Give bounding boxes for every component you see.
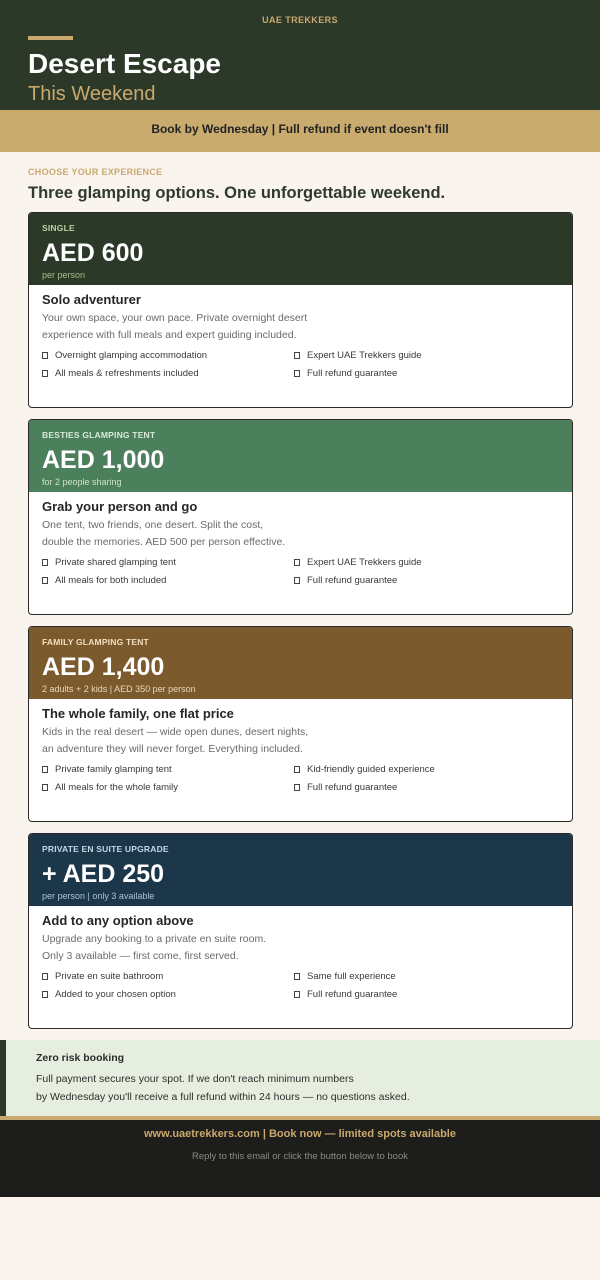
checkbox-icon [294,352,300,359]
option-card-single[interactable] [28,212,573,408]
feature-item [42,971,163,983]
option-card-header [29,213,572,285]
feature-label: All meals for both included [55,575,167,586]
feature-item [42,350,207,362]
checkbox-icon [42,973,48,980]
feature-item [294,368,397,380]
option-price-note: 2 adults + 2 kids | AED 350 per person [42,684,196,694]
feature-label: Full refund guarantee [307,368,398,379]
option-label: PRIVATE EN SUITE UPGRADE [42,844,169,854]
footer [0,1120,600,1197]
feature-item [42,368,199,380]
option-card-en-suite-upgrade[interactable] [28,833,573,1029]
feature-item [294,764,435,776]
option-card-header [29,627,572,699]
feature-label: All meals for the whole family [55,782,179,793]
feature-label: Added to your chosen option [55,989,176,1000]
feature-item [294,782,397,794]
checkbox-icon [42,370,48,377]
option-price-note: per person [42,270,86,280]
option-label: FAMILY GLAMPING TENT [42,637,149,647]
feature-label: Private en suite bathroom [55,971,164,982]
brand-name: UAE TREKKERS [262,15,338,25]
option-price: AED 1,400 [42,653,165,681]
option-description: Upgrade any booking to a private en suite room. [42,933,267,945]
option-description: experience with full meals and expert guiding included. [42,329,297,341]
deadline-banner: Book by Wednesday | Full refund if event doesn't fill [0,110,600,152]
option-description: One tent, two friends, one desert. Split the cost, [42,519,264,531]
checkbox-icon [42,991,48,998]
feature-label: Private family glamping tent [55,764,172,775]
feature-label: All meals & refreshments included [55,368,199,379]
callout-accent-bar [0,1040,6,1116]
feature-label: Overnight glamping accommodation [55,350,208,361]
feature-item [294,575,397,587]
checkbox-icon [42,352,48,359]
option-description: double the memories. AED 500 per person effective. [42,536,286,548]
checkbox-icon [294,784,300,791]
option-description: Kids in the real desert — wide open dunes, desert nights, [42,726,309,738]
feature-label: Full refund guarantee [307,989,398,1000]
section-kicker: CHOOSE YOUR EXPERIENCE [28,167,163,177]
option-price: AED 1,000 [42,446,165,474]
section-title: Three glamping options. One unforgettable weekend. [28,184,446,202]
hero-accent-rule [28,36,73,40]
checkbox-icon [294,370,300,377]
checkbox-icon [42,577,48,584]
callout-title: Zero risk booking [36,1052,125,1064]
option-description: an adventure they will never forget. Everything included. [42,743,303,755]
option-card-header [29,834,572,906]
feature-label: Expert UAE Trekkers guide [307,557,422,568]
option-name: The whole family, one flat price [42,706,234,721]
feature-item [294,971,396,983]
option-description: Your own space, your own pace. Private overnight desert [42,312,308,324]
feature-label: Private shared glamping tent [55,557,176,568]
checkbox-icon [294,559,300,566]
checkbox-icon [294,973,300,980]
feature-item [42,782,178,794]
checkbox-icon [42,784,48,791]
option-name: Grab your person and go [42,499,198,514]
option-price-note: for 2 people sharing [42,477,122,487]
feature-item [42,557,176,569]
option-label: BESTIES GLAMPING TENT [42,430,156,440]
feature-label: Same full experience [307,971,396,982]
checkbox-icon [42,766,48,773]
page-subtitle: This Weekend [28,83,156,105]
feature-label: Kid-friendly guided experience [307,764,435,775]
checkbox-icon [294,991,300,998]
option-price: + AED 250 [42,860,165,888]
feature-item [294,989,397,1001]
callout-text: Full payment secures your spot. If we don't reach minimum numbers [36,1073,354,1085]
option-card-besties[interactable] [28,419,573,615]
option-label: SINGLE [42,223,75,233]
option-price-note: per person | only 3 available [42,891,155,901]
hero-header [0,0,600,110]
page-title: Desert Escape [28,48,222,79]
feature-item [42,575,166,587]
footer-note: Reply to this email or click the button below to book [192,1151,408,1162]
feature-item [294,557,422,569]
option-card-header [29,420,572,492]
option-card-family[interactable] [28,626,573,822]
feature-label: Full refund guarantee [307,575,398,586]
option-name: Add to any option above [42,913,194,928]
feature-item [294,350,422,362]
option-description: Only 3 available — first come, first served. [42,950,239,962]
option-name: Solo adventurer [42,292,141,307]
checkbox-icon [42,559,48,566]
feature-label: Full refund guarantee [307,782,398,793]
option-price: AED 600 [42,239,144,267]
callout-text: by Wednesday you'll receive a full refund within 24 hours — no questions asked. [36,1091,410,1103]
zero-risk-callout [0,1040,600,1116]
checkbox-icon [294,577,300,584]
feature-label: Expert UAE Trekkers guide [307,350,422,361]
feature-item [42,989,176,1001]
footer-website-link[interactable]: www.uaetrekkers.com | Book now — limited spots available [144,1128,456,1140]
feature-item [42,764,172,776]
checkbox-icon [294,766,300,773]
